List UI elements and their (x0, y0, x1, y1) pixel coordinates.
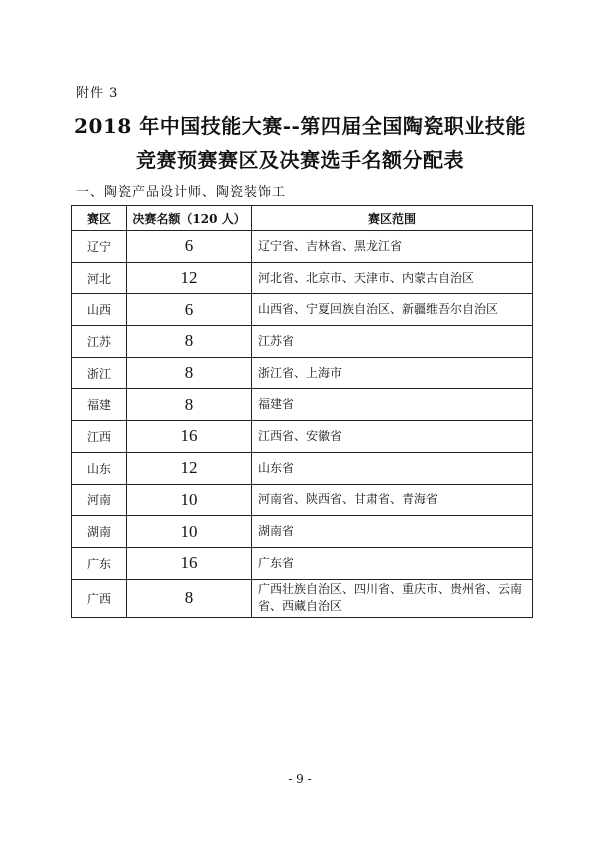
scope-cell: 江西省、安徽省 (252, 421, 533, 453)
table-header-row (72, 206, 533, 231)
scope-cell: 湖南省 (252, 516, 533, 548)
attachment-label: 附件 3 (76, 86, 119, 101)
region-cell: 江苏 (72, 326, 127, 358)
table-row (72, 262, 533, 294)
scope-cell: 河南省、陕西省、甘肃省、青海省 (252, 484, 533, 516)
section-heading: 一、陶瓷产品设计师、陶瓷装饰工 (76, 185, 287, 200)
header-region: 赛区 (72, 206, 127, 231)
region-cell: 广西 (72, 579, 127, 617)
document-title-line-2: 竞赛预赛赛区及决赛选手名额分配表 (136, 148, 464, 172)
quota-cell: 6 (127, 231, 252, 263)
region-cell: 河南 (72, 484, 127, 516)
quota-cell: 8 (127, 357, 252, 389)
quota-cell: 16 (127, 421, 252, 453)
header-quota: 决赛名额（120 人） (127, 206, 252, 231)
table-row (72, 389, 533, 421)
table-row (72, 547, 533, 579)
quota-cell: 8 (127, 389, 252, 421)
quota-cell: 10 (127, 516, 252, 548)
header-scope: 赛区范围 (252, 206, 533, 231)
quota-cell: 12 (127, 262, 252, 294)
scope-cell: 浙江省、上海市 (252, 357, 533, 389)
quota-cell: 8 (127, 326, 252, 358)
scope-cell: 山西省、宁夏回族自治区、新疆维吾尔自治区 (252, 294, 533, 326)
scope-cell: 山东省 (252, 452, 533, 484)
region-cell: 山西 (72, 294, 127, 326)
region-cell: 浙江 (72, 357, 127, 389)
scope-cell: 广东省 (252, 547, 533, 579)
table-row (72, 326, 533, 358)
region-cell: 河北 (72, 262, 127, 294)
quota-cell: 8 (127, 579, 252, 617)
table-row (72, 579, 533, 617)
quota-cell: 12 (127, 452, 252, 484)
table-row (72, 421, 533, 453)
table-row (72, 231, 533, 263)
region-cell: 湖南 (72, 516, 127, 548)
page-number: - 9 - (288, 772, 312, 786)
quota-table (71, 205, 533, 618)
table-row (72, 484, 533, 516)
document-title-line-1: 2018 年中国技能大赛--第四届全国陶瓷职业技能 (74, 114, 526, 138)
region-cell: 山东 (72, 452, 127, 484)
table-row (72, 452, 533, 484)
scope-cell: 辽宁省、吉林省、黑龙江省 (252, 231, 533, 263)
region-cell: 江西 (72, 421, 127, 453)
quota-cell: 16 (127, 547, 252, 579)
scope-cell: 福建省 (252, 389, 533, 421)
scope-cell: 河北省、北京市、天津市、内蒙古自治区 (252, 262, 533, 294)
scope-cell: 江苏省 (252, 326, 533, 358)
table-row (72, 516, 533, 548)
scope-cell: 广西壮族自治区、四川省、重庆市、贵州省、云南省、西藏自治区 (252, 579, 533, 617)
table-row (72, 294, 533, 326)
quota-cell: 10 (127, 484, 252, 516)
quota-cell: 6 (127, 294, 252, 326)
region-cell: 广东 (72, 547, 127, 579)
table-row (72, 357, 533, 389)
region-cell: 辽宁 (72, 231, 127, 263)
region-cell: 福建 (72, 389, 127, 421)
